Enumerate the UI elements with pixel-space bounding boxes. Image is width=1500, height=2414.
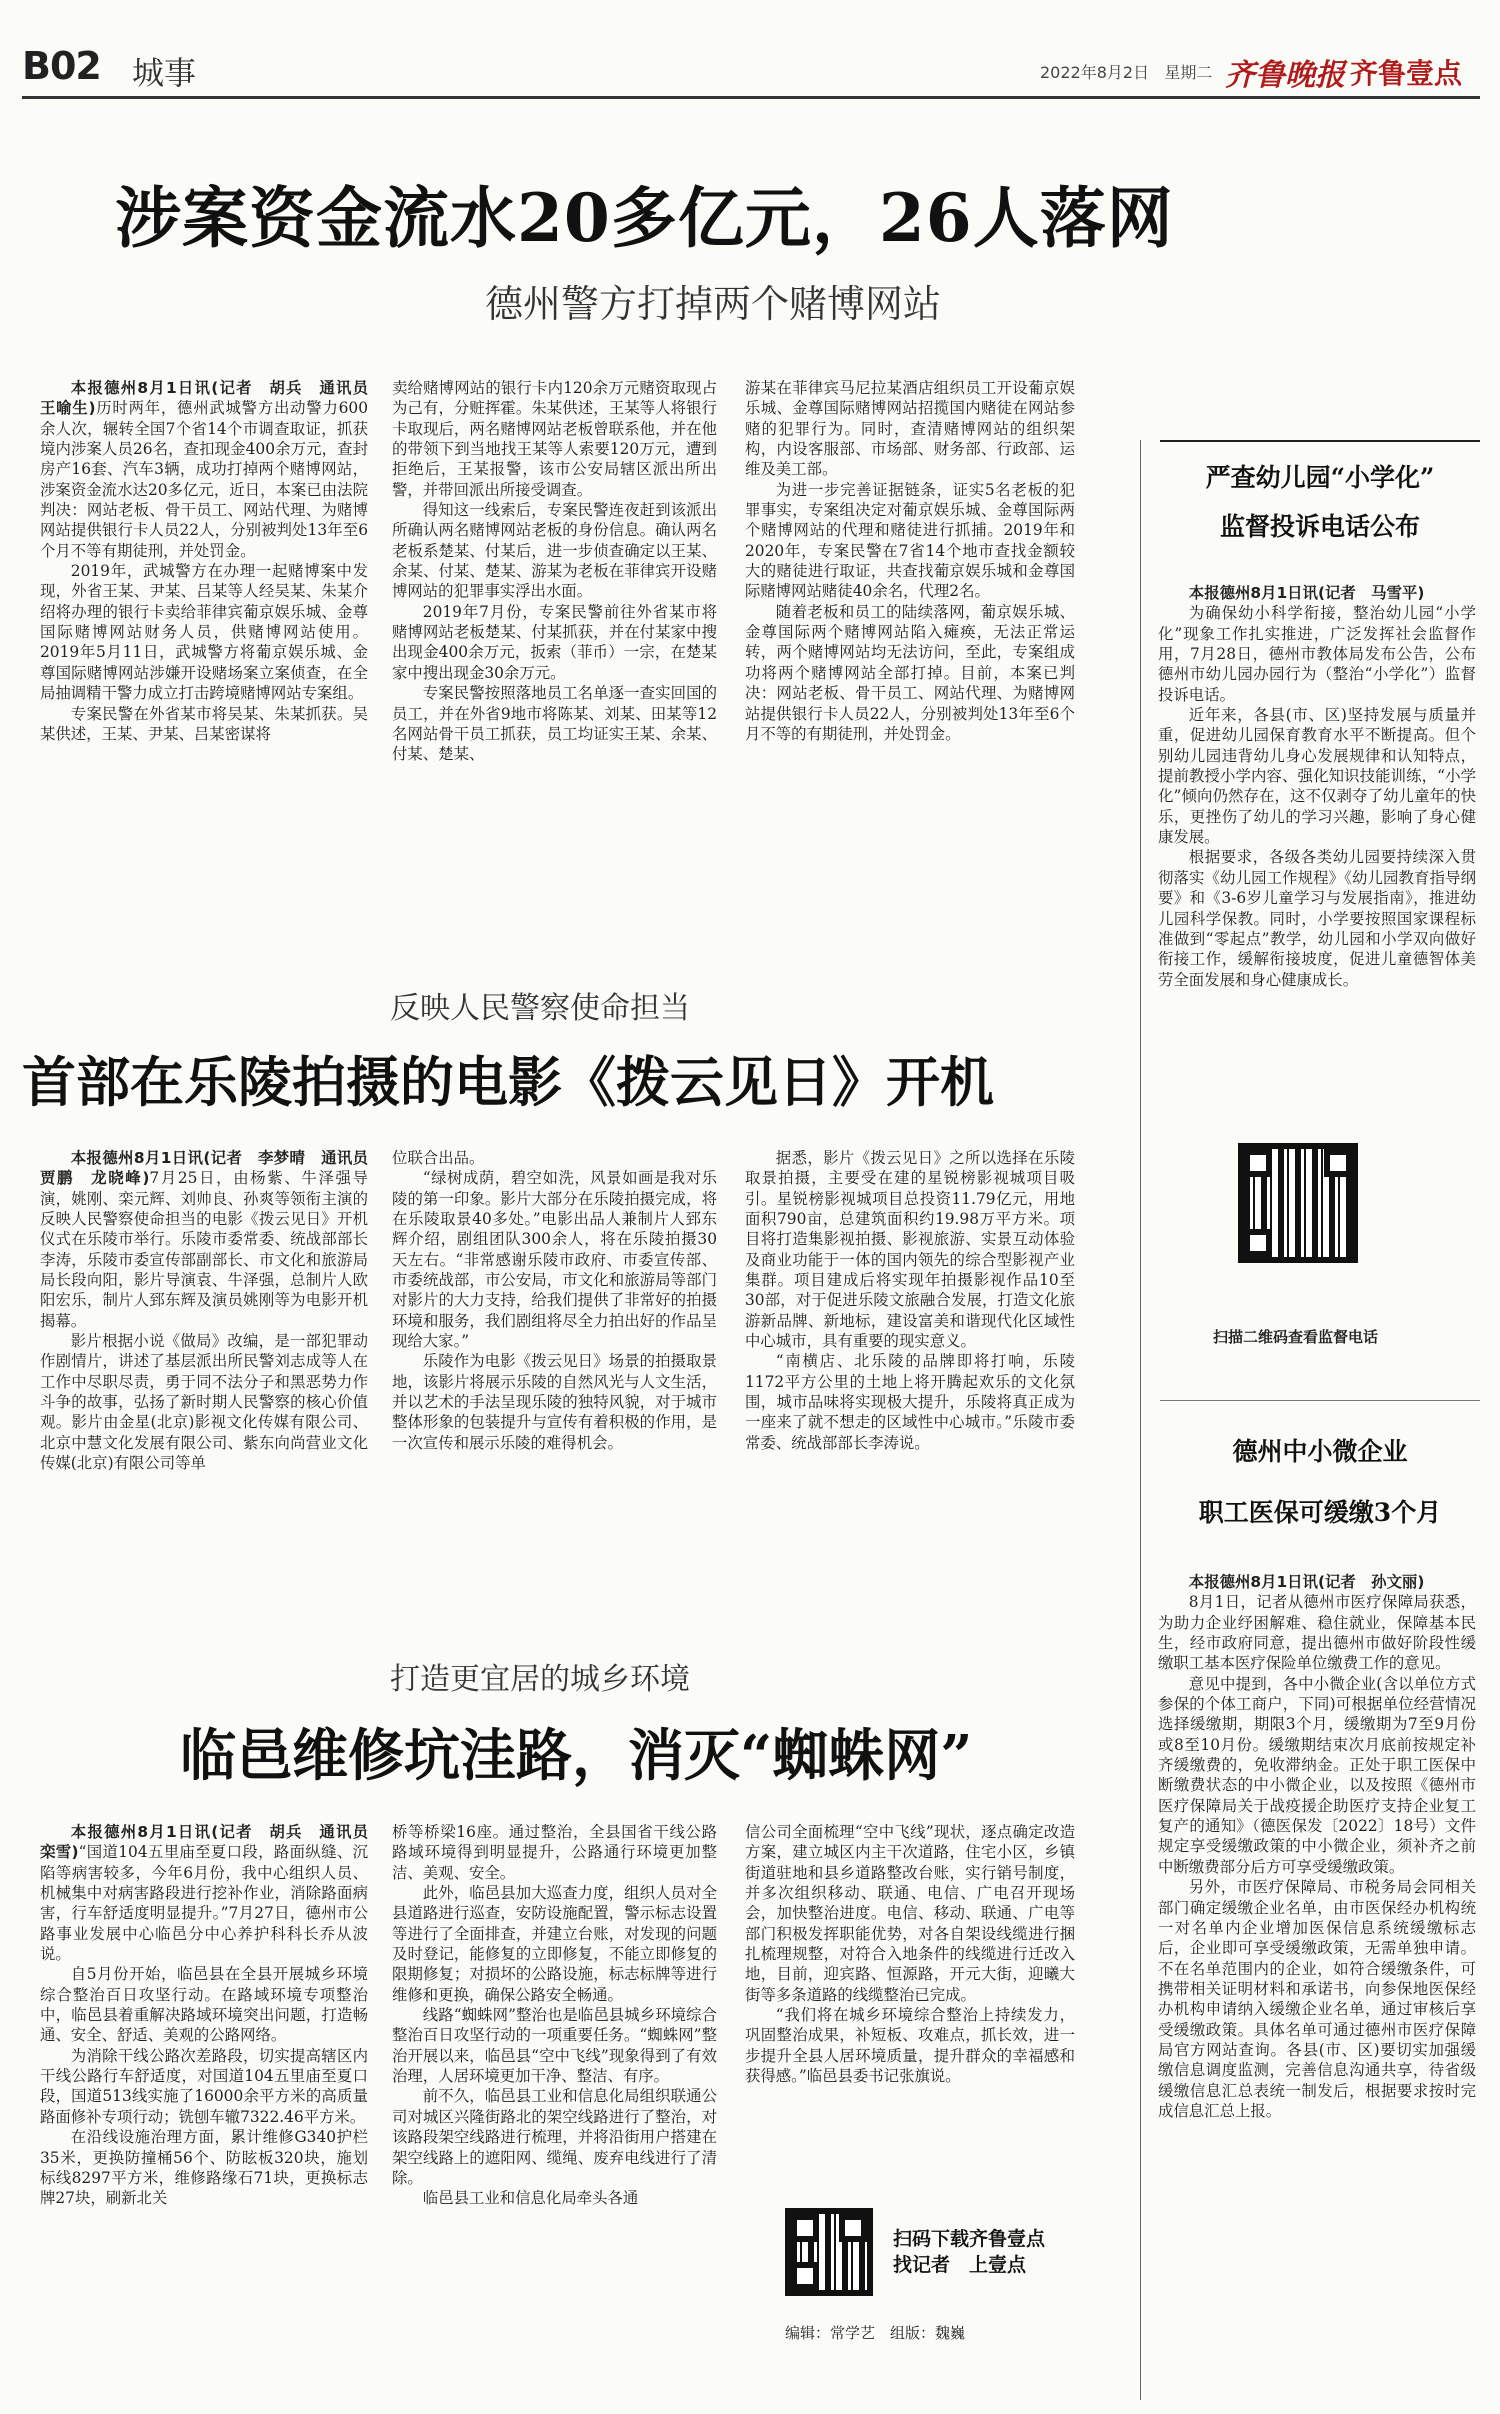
story3-paragraph: 临邑县工业和信息化局牵头各通 bbox=[422, 2189, 639, 2208]
issue-date: 2022年8月2日 星期二 bbox=[1040, 63, 1213, 82]
story2-paragraph: 影片根据小说《做局》改编，是一部犯罪动作剧情片，讲述了基层派出所民警刘志成等人在工作中尽职尽责，勇于同不法分子和黑恶势力作斗争的故事，弘扬了新时期人民警察的核心价值观。影片由金星(北京)影视文化传媒有限公司、北京中慧文化发展有限公司、紫东向尚营业文化传媒(北京)有限公司等单 bbox=[40, 1332, 368, 1473]
header-rule bbox=[22, 96, 1480, 99]
sidebar-top-rule bbox=[1160, 440, 1480, 442]
qr-caption-line-2: 找记者 上壹点 bbox=[893, 2254, 1027, 2276]
side1-paragraph: 近年来，各县(市、区)坚持发展与质量并重，促进幼儿园保育教育水平不断提高。但个别幼儿园违背幼儿身心发展规律和认知特点，提前教授小学内容、强化知识技能训练，“小学化”倾向仍然存在，这不仅剥夺了幼儿童年的快乐，更挫伤了幼儿的学习兴趣，影响了身心健康发展。 bbox=[1158, 706, 1476, 847]
story1-paragraph: 为进一步完善证据链条，证实5名老板的犯罪事实，专案组决定对葡京娱乐城、金尊国际两个赌博网站的代理和赌徒进行抓捕。2019年和2020年，专案民警在7省14个地市查找金额较大的赌徒进行取证，共查找葡京娱乐城和金尊国际赌博网站赌徒40余名，代理2名。 bbox=[745, 480, 1075, 601]
side1-paragraph: 根据要求，各级各类幼儿园要持续深入贯彻落实《幼儿园工作规程》《幼儿园教育指导纲要》和《3-6岁儿童学习与发展指南》，推进幼儿园科学保教。同时，小学要按照国家课程标准做到“零起点”教学，幼儿园和小学双向做好衔接工作，缓解衔接坡度，促进儿童德智体美劳全面发展和身心健康成长。 bbox=[1158, 848, 1476, 989]
story3-headline: 临邑维修坑洼路，消灭“蜘蛛网” bbox=[180, 1723, 973, 1789]
app-download-qr-code[interactable] bbox=[785, 2208, 873, 2296]
side2-headline-line-2: 职工医保可缓缴3个月 bbox=[1198, 1498, 1442, 1527]
story3-paragraph: “我们将在城乡环境综合整治上持续发力，巩固整治成果，补短板、攻难点，抓长效，进一步提升全县人居环境质量，提升群众的幸福感和获得感。”临邑县委书记张旗说。 bbox=[745, 2006, 1075, 2086]
story3-paragraph: 此外，临邑县加大巡查力度，组织人员对全县道路进行巡查，安防设施配置，警示标志设置等进行了全面排查，并建立台账，对发现的问题及时登记，能修复的立即修复，不能立即修复的限期修复；对损坏的公路设施，标志标牌等进行维修和更换，确保公路安全畅通。 bbox=[392, 1884, 717, 2004]
sidebar-divider bbox=[1140, 440, 1141, 2400]
side2-headline-line-1: 德州中小微企业 bbox=[1232, 1437, 1408, 1466]
qr-caption-line-1: 扫码下载齐鲁壹点 bbox=[893, 2228, 1046, 2250]
story2-byline: 本报德州8月1日讯(记者 李梦晴 通讯员 贾鹏 龙晓峰) bbox=[40, 1149, 384, 1188]
story1-column-3 bbox=[745, 378, 1075, 908]
side2-body bbox=[1158, 1572, 1476, 2392]
story1-column-2 bbox=[392, 378, 717, 908]
story3-column-3 bbox=[745, 1822, 1075, 2187]
side1-headline-line-2: 监督投诉电话公布 bbox=[1219, 512, 1420, 541]
story1-paragraph: 专案民警按照落地员工名单逐一查实回国的员工，并在外省9地市将陈某、刘某、田某等12名网站骨干员工抓获，员工均证实王某、余某、付某、楚某、 bbox=[392, 684, 717, 764]
story2-column-3 bbox=[745, 1148, 1075, 1598]
story3-paragraph: 在沿线设施治理方面，累计维修G340护栏35米，更换防撞桶56个、防眩板320块，施划标线8297平方米，维修路缘石71块，更换标志牌27块，刷新北关 bbox=[40, 2128, 368, 2208]
section-name: 城事 bbox=[132, 54, 197, 92]
story3-column-2 bbox=[392, 1822, 717, 2392]
story2-paragraph: 据悉，影片《拨云见日》之所以选择在乐陵取景拍摄，主要受在建的星锐榜影视城项目吸引。星锐榜影视城项目总投资11.79亿元，用地面积790亩，总建筑面积约19.98万平方米。项目将打造集影视拍摄、影视旅游、实景互动体验及商业功能于一体的国内领先的综合型影视产业集群。项目建成后将实现年拍摄影视作品10至30部，对于促进乐陵文旅融合发展，打造文化旅游新品牌、新地标，建设富美和谐现代化区域性中心城市，具有重要的现实意义。 bbox=[745, 1149, 1075, 1351]
story3-paragraph: 前不久，临邑县工业和信息化局组织联通公司对城区兴隆街路北的架空线路进行了整治，对该路段架空线路进行梳理，并将沿街用户搭建在架空线路上的遮阳网、缆绳、废弃电线进行了清除。 bbox=[392, 2087, 717, 2187]
story1-paragraph: 随着老板和员工的陆续落网，葡京娱乐城、金尊国际两个赌博网站陷入瘫痪，无法正常运转，两个赌博网站均无法访问，至此，专案组成功将两个赌博网站全部打掉。目前，本案已判决：网站老板、骨干员工、网站代理、为赌博网站提供银行卡人员22人，分别被判处13年至6个月不等的有期徒刑，并处罚金。 bbox=[745, 602, 1075, 743]
story3-byline: 本报德州8月1日讯(记者 胡兵 通讯员 栾雪) bbox=[40, 1823, 384, 1862]
qr-finder-pattern bbox=[1324, 1149, 1352, 1177]
qr-finder-pattern bbox=[1244, 1229, 1272, 1257]
side2-paragraph: 另外，市医疗保障局、市税务局会同相关部门确定缓缴企业名单，由市医保经办机构统一对名单内企业增加医保信息系统缓缴标志后，企业即可享受缓缴政策，无需单独申请。不在名单范围内的企业，如符合缓缴条件，可携带相关证明材料和承诺书，向参保地医保经办机构申请纳入缓缴企业名单，通过审核后享受缓缴政策。具体名单可通过德州市医疗保障局官方网站查询。各县(市、区)要切实加强缓缴信息调度监测，完善信息沟通共享，待省级缓缴信息汇总表统一制发后，根据要求按时完成信息汇总上报。 bbox=[1158, 1878, 1476, 2120]
story2-paragraph: 乐陵作为电影《拨云见日》场景的拍摄取景地，该影片将展示乐陵的自然风光与人文生活，并以艺术的手法呈现乐陵的独特风貌，对于城市整体形象的包装提升与宣传有着积极的作用，是一次宣传和展示乐陵的难得机会。 bbox=[392, 1352, 717, 1452]
page-code: B02 bbox=[22, 44, 101, 88]
story3-paragraph: 信公司全面梳理“空中飞线”现状，逐点确定改造方案，建立城区内主干次道路，住宅小区，乡镇街道驻地和县乡道路整改台账，实行销号制度，并多次组织移动、联通、电信、广电召开现场会，加快整治进度。电信、移动、联通、广电等部门积极发挥职能优势，对各自架设线缆进行捆扎梳理规整，对符合入地条件的线缆进行迁改入地，目前，迎宾路、恒源路，开元大街，迎曦大街等多条道路的线缆整治已完成。 bbox=[745, 1823, 1075, 2004]
story1-paragraph: 游某在菲律宾马尼拉某酒店组织员工开设葡京娱乐城、金尊国际赌博网站招揽国内赌徒在网站参赌的犯罪行为。同时，查清赌博网站的组织架构，内设客服部、市场部、财务部、行政部、运维及美工部。 bbox=[745, 379, 1075, 479]
app-logo: 齐鲁壹点 bbox=[1350, 57, 1463, 90]
side1-body bbox=[1158, 583, 1476, 1103]
story1-paragraph: 2019年，武城警方在办理一起赌博案中发现，外省王某、尹某、吕某等人经吴某、朱某介绍将办理的银行卡卖给菲律宾葡京娱乐城、金尊国际赌博网站财务人员，供赌博网站使用。2019年5月11日，武城警方将葡京娱乐城、金尊国际赌博网站涉嫌开设赌场案立案侦查，在全局抽调精干警力成立打击跨境赌博网站专案组。 bbox=[40, 562, 368, 703]
side1-headline-line-1: 严查幼儿园“小学化” bbox=[1205, 463, 1435, 492]
story2-paragraph: “绿树成荫，碧空如洗，风景如画是我对乐陵的第一印象。影片大部分在乐陵拍摄完成，将在乐陵取景40多处。”电影出品人兼制片人郅东辉介绍，剧组团队300余人，将在乐陵拍摄30天左右。“非常感谢乐陵市政府、市委宣传部、市委统战部，市公安局，市文化和旅游局等部门对影片的大力支持，给我们提供了非常好的拍摄环境和服务，我们剧组将尽全力拍出好的作品呈现给大家。” bbox=[392, 1169, 717, 1351]
story3-paragraph: 线路“蜘蛛网”整治也是临邑县城乡环境综合整治百日攻坚行动的一项重要任务。“蜘蛛网”整治开展以来，临邑县“空中飞线”现象得到了有效治理，人居环境更加干净、整洁、有序。 bbox=[392, 2006, 717, 2086]
story3-column-1: 本报德州8月1日讯(记者 胡兵 通讯员 栾雪)“国道104五里庙至夏口段，路面纵缝、沉陷等病害较多，今年6月份，我中心组织人员、机械集中对病害路段进行挖补作业，消除路面病害，行车舒适度明显提升。”7月27日，德州市公路事业发展中心临邑分中心养护科科长乔从波说。 自5月份开始，临邑县在全县开展城乡环境综合整治百日攻坚行动。在路域环境专项整治中，临邑县着重解决路域环境突出问题，打造畅通、安全、舒适、美观的公路网络。 为消除干线公路次差路段，切实提高辖区内干线公路行车舒适度，对国道104五里庙至夏口段，国道513线实施了16000余平方米的高质量路面修补专项行动；铣刨车辙7322.46平方米。 在沿线设施治理方面，累计维修G340护栏35米，更换防撞桶56个、防眩板320块，施划标线8297平方米，维修路缘石71块，更换标志牌27块，刷新北关 bbox=[40, 1823, 384, 2208]
story1-paragraph: 得知这一线索后，专案民警连夜赶到该派出所确认两名赌博网站老板的身份信息。确认两名老板系楚某、付某后，进一步侦查确定以王某、余某、付某、楚某、游某为老板在菲律宾开设赌博网站的犯罪事实浮出水面。 bbox=[392, 501, 717, 601]
story2-headline: 首部在乐陵拍摄的电影《拨云见日》开机 bbox=[22, 1050, 994, 1114]
story1-column-1: 本报德州8月1日讯(记者 胡兵 通讯员 王喻生)历时两年，德州武城警方出动警力600余人次，辗转全国7个省14个市调查取证，抓获境内涉案人员26名，查扣现金400余万元，查封房产16套、汽车3辆，成功打掉两个赌博网站，涉案资金流水达20多亿元，近日，本案已由法院判决：网站老板、骨干员工、网站代理、为赌博网站提供银行卡人员22人，分别被判处13年至6个月不等有期徒刑，并处罚金。 2019年，武城警方在办理一起赌博案中发现，外省王某、尹某、吕某等人经吴某、朱某介绍将办理的银行卡卖给菲律宾葡京娱乐城、金尊国际赌博网站财务人员，供赌博网站使用。2019年5月11日，武城警方将葡京娱乐城、金尊国际赌博网站涉嫌开设赌场案立案侦查，在全局抽调精干警力成立打击跨境赌博网站专案组。 专案民警在外省某市将吴某、朱某抓获。吴某供述，王某、尹某、吕某密谋将 bbox=[40, 379, 384, 743]
newspaper-logo: 齐鲁晚报 bbox=[1225, 58, 1345, 93]
story1-byline: 本报德州8月1日讯(记者 胡兵 通讯员 王喻生) bbox=[40, 379, 384, 418]
side2-paragraph: 意见中提到，各中小微企业(含以单位方式参保的个体工商户，下同)可根据单位经营情况选择缓缴期，期限3个月，缓缴期为7至9月份或8至10月份。缓缴期结束次月底前按规定补齐缓缴费的，免收滞纳金。正处于职工医保中断缴费状态的中小微企业，以及按照《德州市医疗保障局关于战疫援企助医疗支持企业复工复产的通知》（德医保发〔2022〕18号）文件规定享受缓缴政策的中小微企业，须补齐之前中断缴费部分后方可享受缓缴政策。 bbox=[1158, 1674, 1476, 1876]
side1-byline: 本报德州8月1日讯(记者 马雪平) bbox=[1188, 584, 1425, 602]
story3-paragraph: 桥等桥梁16座。通过整治，全县国省干线公路路域环境得到明显提升，公路通行环境更加整洁、美观、安全。 bbox=[392, 1823, 717, 1882]
story3-paragraph: 为消除干线公路次差路段，切实提高辖区内干线公路行车舒适度，对国道104五里庙至夏口段，国道513线实施了16000余平方米的高质量路面修补专项行动；铣刨车辙7322.46平方米。 bbox=[40, 2046, 368, 2126]
story1-headline: 涉案资金流水20多亿元，26人落网 bbox=[115, 179, 1174, 257]
story2-column-1: 本报德州8月1日讯(记者 李梦晴 通讯员 贾鹏 龙晓峰)7月25日，由杨紫、牛泽强导演，姚刚、栾元辉、刘帅良、孙爽等领衔主演的反映人民警察使命担当的电影《拨云见日》开机仪式在乐陵市举行。乐陵市委常委、统战部部长李涛，乐陵市委宣传部副部长、市文化和旅游局局长段向阳，影片导演袁、牛泽强，总制片人欧阳宏乐，制片人郅东辉及演员姚刚等为电影开机揭幕。 影片根据小说《做局》改编，是一部犯罪动作剧情片，讲述了基层派出所民警刘志成等人在工作中尽职尽责，勇于同不法分子和黑恶势力作斗争的故事，弘扬了新时期人民警察的核心价值观。影片由金星(北京)影视文化传媒有限公司、北京中慧文化发展有限公司、紫东向尚营业文化传媒(北京)有限公司等单 bbox=[40, 1149, 384, 1473]
story2-kicker: 反映人民警察使命担当 bbox=[390, 991, 690, 1026]
sidebar-separator bbox=[1160, 1400, 1480, 1401]
qr-finder-pattern bbox=[791, 2214, 819, 2242]
story3-paragraph: 自5月份开始，临邑县在全县开展城乡环境综合整治百日攻坚行动。在路域环境专项整治中，临邑县着重解决路域环境突出问题，打造畅通、安全、舒适、美观的公路网络。 bbox=[40, 1965, 368, 2045]
side1-qr-caption: 扫描二维码查看监督电话 bbox=[1213, 1328, 1379, 1346]
editor-credit: 编辑：常学艺 组版：魏巍 bbox=[785, 2324, 966, 2342]
qr-caption-block bbox=[893, 2226, 1045, 2278]
story1-paragraph: 2019年7月份，专案民警前往外省某市将赌博网站老板楚某、付某抓获，并在付某家中搜出现金400余万元，扳索（菲币）一宗，在楚某家中搜出现金30余万元。 bbox=[392, 602, 717, 682]
complaint-hotline-qr-code[interactable] bbox=[1238, 1143, 1358, 1263]
story1-paragraph: 卖给赌博网站的银行卡内120余万元赌资取现占为己有，分赃挥霍。朱某供述，王某等人将银行卡取现后，两名赌博网站老板曾联系他，并在他的带领下到当地找王某等人索要120万元，遭到拒绝后，王某报警，该市公安局辖区派出所出警，并带回派出所接受调查。 bbox=[392, 379, 717, 499]
qr-finder-pattern bbox=[1244, 1149, 1272, 1177]
story2-column-2 bbox=[392, 1148, 717, 1598]
side2-byline: 本报德州8月1日讯(记者 孙文丽) bbox=[1188, 1573, 1425, 1591]
story2-paragraph: 位联合出品。 bbox=[392, 1149, 485, 1167]
story3-kicker: 打造更宜居的城乡环境 bbox=[390, 1662, 690, 1697]
side2-paragraph: 8月1日，记者从德州市医疗保障局获悉，为助力企业纾困解难、稳住就业，保障基本民生，经市政府同意，提出德州市做好阶段性缓缴职工基本医疗保险单位缴费工作的意见。 bbox=[1158, 1593, 1476, 1673]
story1-paragraph: 专案民警在外省某市将吴某、朱某抓获。吴某供述，王某、尹某、吕某密谋将 bbox=[40, 704, 368, 743]
qr-finder-pattern bbox=[791, 2262, 819, 2290]
qr-finder-pattern bbox=[839, 2214, 867, 2242]
story1-subtitle: 德州警方打掉两个赌博网站 bbox=[485, 282, 942, 326]
side1-paragraph: 为确保幼小科学衔接，整治幼儿园“小学化”现象工作扎实推进，广泛发挥社会监督作用，7月28日，德州市教体局发布公告，公布德州市幼儿园办园行为（整治“小学化”）监督投诉电话。 bbox=[1158, 604, 1476, 704]
story2-paragraph: “南横店、北乐陵的品牌即将打响，乐陵1172平方公里的土地上将开腾起欢乐的文化氛围，城市品味将实现极大提升，乐陵将真正成为一座来了就不想走的区域性中心城市。”乐陵市委常委、统战部部长李涛说。 bbox=[745, 1352, 1075, 1452]
